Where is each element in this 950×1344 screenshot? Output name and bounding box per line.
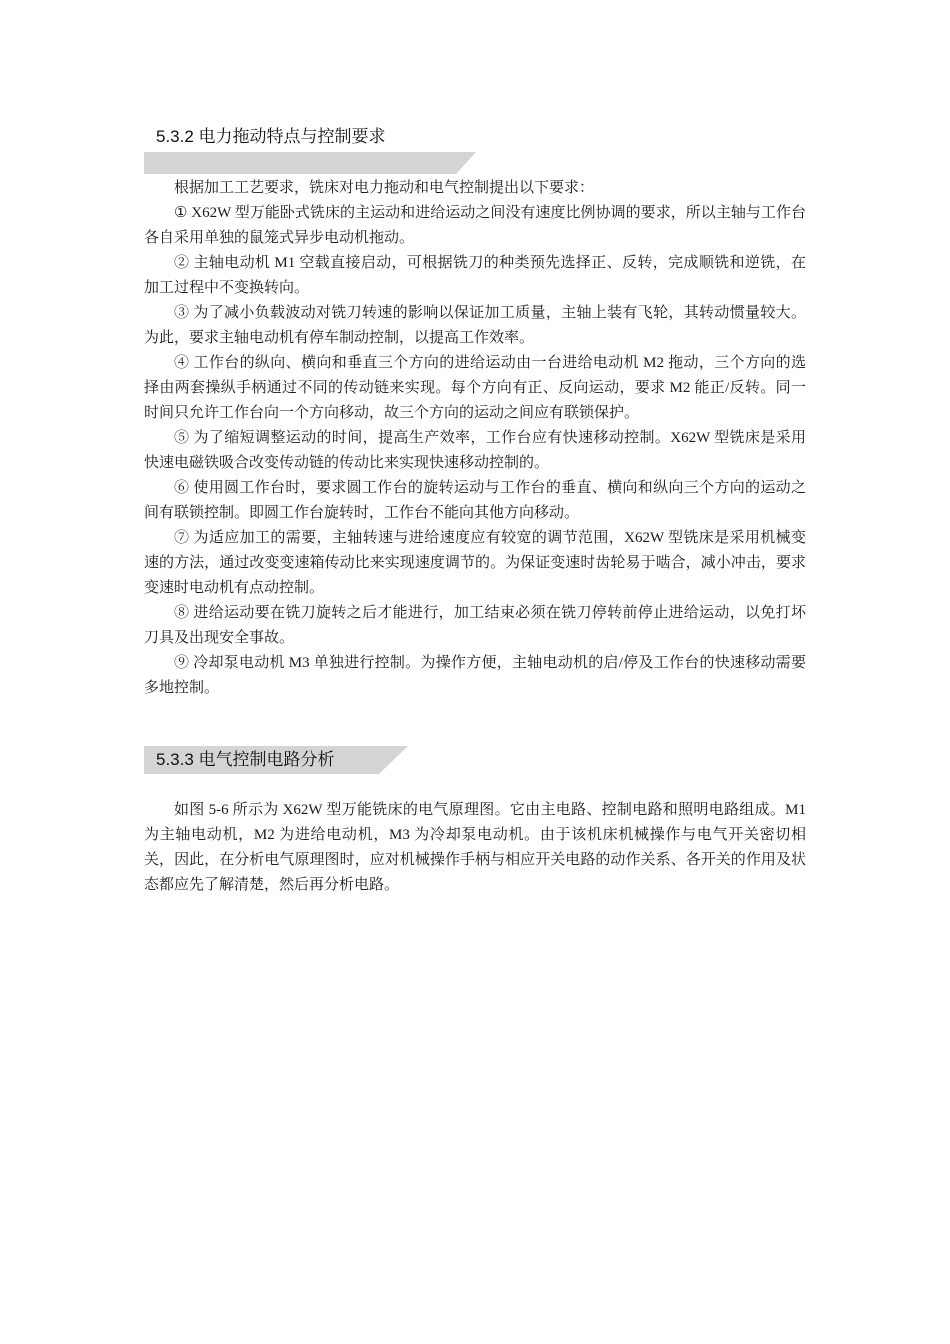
intro-paragraph: 根据加工工艺要求，铣床对电力拖动和电气控制提出以下要求： [174, 180, 595, 196]
requirement-item-7: ⑦ 为适应加工的需要，主轴转速与进给速度应有较宽的调节范围，X62W 型铣床是采用机械变速的方法，通过改变变速箱传动比来实现速度调节的。为保证变速时齿轮易于啮合，减小冲击，要求变速时电动机有点动控制。 [144, 530, 806, 596]
heading-decoration-bar [144, 152, 476, 174]
requirement-item-9: ⑨ 冷却泵电动机 M3 单独进行控制。为操作方便，主轴电动机的启/停及工作台的快速移动需要多地控制。 [144, 655, 806, 696]
section-body-5-3-3 [144, 798, 806, 898]
requirement-item-6: ⑥ 使用圆工作台时，要求圆工作台的旋转运动与工作台的垂直、横向和纵向三个方向的运动之间有联锁控制。即圆工作台旋转时，工作台不能向其他方向移动。 [144, 480, 806, 521]
section-body-5-3-2 [144, 176, 806, 701]
section-title: 5.3.3 电气控制电路分析 [156, 750, 335, 769]
requirement-item-3: ③ 为了减小负载波动对铣刀转速的影响以保证加工质量，主轴上装有飞轮，其转动惯量较大。为此，要求主轴电动机有停车制动控制，以提高工作效率。 [144, 305, 806, 346]
requirement-item-4: ④ 工作台的纵向、横向和垂直三个方向的进给运动由一台进给电动机 M2 拖动，三个方向的选择由两套操纵手柄通过不同的传动链来实现。每个方向有正、反向运动，要求 M2 能正/反转。同一时间只允许工作台向一个方向移动，故三个方向的运动之间应有联锁保护。 [144, 355, 806, 421]
requirement-item-2: ② 主轴电动机 M1 空载直接启动，可根据铣刀的种类预先选择正、反转，完成顺铣和逆铣，在加工过程中不变换转向。 [144, 255, 806, 296]
requirement-item-1: ① X62W 型万能卧式铣床的主运动和进给运动之间没有速度比例协调的要求，所以主轴与工作台各自采用单独的鼠笼式异步电动机拖动。 [144, 205, 806, 246]
section-title: 5.3.2 电力拖动特点与控制要求 [156, 127, 386, 146]
section-heading-5-3-2 [144, 124, 386, 150]
section-heading-5-3-3 [144, 746, 335, 774]
requirement-item-5: ⑤ 为了缩短调整运动的时间，提高生产效率，工作台应有快速移动控制。X62W 型铣床是采用快速电磁铁吸合改变传动链的传动比来实现快速移动控制的。 [144, 430, 806, 471]
requirement-item-8: ⑧ 进给运动要在铣刀旋转之后才能进行，加工结束必须在铣刀停转前停止进给运动，以免打坏刀具及出现安全事故。 [144, 605, 806, 646]
analysis-paragraph: 如图 5-6 所示为 X62W 型万能铣床的电气原理图。它由主电路、控制电路和照明电路组成。M1 为主轴电动机，M2 为进给电动机，M3 为冷却泵电动机。由于该机床机械操作与电气开关密切相关，因此，在分析电气原理图时，应对机械操作手柄与相应开关电路的动作关系、各开关的作用及状态都应先了解清楚，然后再分析电路。 [144, 802, 806, 893]
